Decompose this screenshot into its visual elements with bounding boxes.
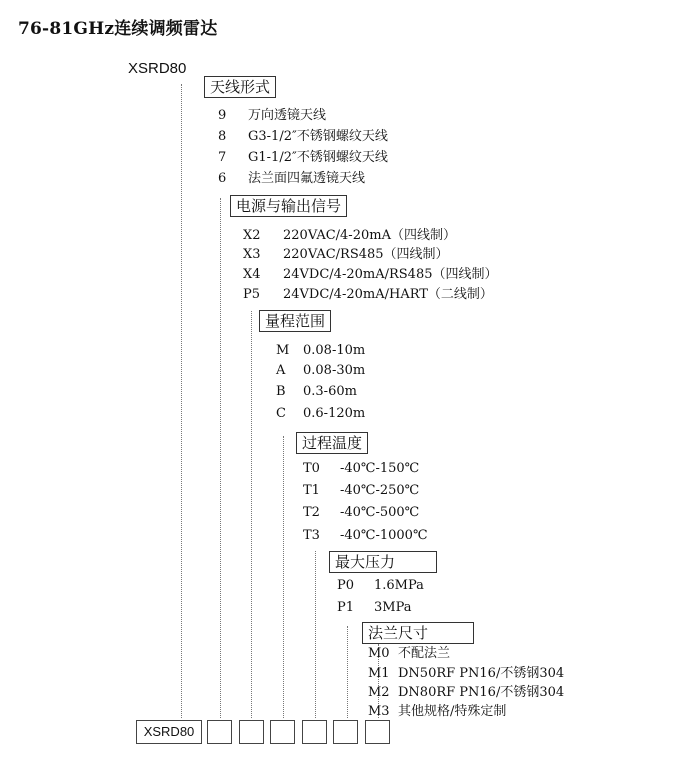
option-code: 6 <box>218 171 227 186</box>
option-desc: -40℃-150℃ <box>340 461 420 476</box>
option-range-m <box>276 343 365 359</box>
section-power-output-header: 电源与输出信号 <box>230 195 347 217</box>
option-desc: -40℃-500℃ <box>340 505 420 520</box>
option-desc: G3-1/2″不锈钢螺纹天线 <box>248 129 388 144</box>
option-desc: 0.08-30m <box>303 363 366 378</box>
option-flange-m0 <box>368 646 450 662</box>
guide-line-temp <box>315 551 316 718</box>
select-box-max-pressure[interactable] <box>333 720 358 744</box>
select-box-power-output[interactable] <box>239 720 264 744</box>
option-desc: 万向透镜天线 <box>248 108 327 123</box>
option-desc: 法兰面四氟透镜天线 <box>248 171 366 186</box>
option-code: M <box>276 343 290 358</box>
guide-line-range <box>283 436 284 718</box>
option-desc: 1.6MPa <box>374 578 424 593</box>
option-code: C <box>276 406 286 421</box>
option-code: 9 <box>218 108 227 123</box>
option-code: B <box>276 384 286 399</box>
option-desc: 24VDC/4-20mA/RS485（四线制） <box>283 267 498 282</box>
option-range-c <box>276 406 365 422</box>
option-code: X3 <box>243 247 261 262</box>
option-desc: DN80RF PN16/不锈钢304 <box>398 685 565 700</box>
option-code: M3 <box>368 704 390 719</box>
guide-line-power <box>251 311 252 718</box>
select-box-antenna[interactable] <box>207 720 232 744</box>
option-desc: 24VDC/4-20mA/HART（二线制） <box>283 287 493 302</box>
option-pressure-p0 <box>337 578 424 594</box>
option-code: P5 <box>243 287 261 302</box>
option-code: T3 <box>303 528 320 543</box>
model-code-box: XSRD80 <box>136 720 202 744</box>
option-power-x4 <box>243 267 498 283</box>
option-code: P1 <box>337 600 355 615</box>
option-antenna-7 <box>218 150 388 166</box>
section-max-pressure-header: 最大压力 <box>329 551 437 573</box>
guide-line-pressure <box>347 626 348 718</box>
option-desc: 220VAC/RS485（四线制） <box>283 247 449 262</box>
option-flange-m2 <box>368 685 564 701</box>
option-desc: 220VAC/4-20mA（四线制） <box>283 228 456 243</box>
option-power-x3 <box>243 247 449 263</box>
option-desc: 3MPa <box>374 600 412 615</box>
option-pressure-p1 <box>337 600 412 616</box>
option-range-a <box>276 363 365 379</box>
option-code: X2 <box>243 228 261 243</box>
option-code: 7 <box>218 150 227 165</box>
option-desc: G1-1/2″不锈钢螺纹天线 <box>248 150 388 165</box>
model-label: XSRD80 <box>128 60 187 77</box>
option-desc: 0.6-120m <box>303 406 366 421</box>
option-temp-t1 <box>303 483 419 499</box>
option-code: T1 <box>303 483 320 498</box>
option-flange-m3 <box>368 704 506 720</box>
option-code: T2 <box>303 505 320 520</box>
page-title: 76-81GHz连续调频雷达 <box>18 19 218 39</box>
option-code: M0 <box>368 646 390 661</box>
section-range-header: 量程范围 <box>259 310 331 332</box>
option-temp-t3 <box>303 528 428 544</box>
option-desc: -40℃-250℃ <box>340 483 420 498</box>
option-code: 8 <box>218 129 227 144</box>
option-desc: 0.3-60m <box>303 384 357 399</box>
option-code: M1 <box>368 666 390 681</box>
option-desc: 0.08-10m <box>303 343 366 358</box>
guide-line-antenna <box>220 198 221 718</box>
option-code: A <box>276 363 286 378</box>
guide-line-model <box>181 84 182 718</box>
option-desc: DN50RF PN16/不锈钢304 <box>398 666 565 681</box>
option-code: P0 <box>337 578 355 593</box>
select-box-range[interactable] <box>270 720 295 744</box>
select-box-process-temp[interactable] <box>302 720 327 744</box>
option-temp-t0 <box>303 461 419 477</box>
option-power-p5 <box>243 287 493 303</box>
option-code: M2 <box>368 685 390 700</box>
option-desc: -40℃-1000℃ <box>340 528 428 543</box>
section-antenna-header: 天线形式 <box>204 76 276 98</box>
option-code: X4 <box>243 267 261 282</box>
option-power-x2 <box>243 228 456 244</box>
select-box-flange-size[interactable] <box>365 720 390 744</box>
option-desc: 不配法兰 <box>398 646 451 661</box>
option-antenna-6 <box>218 171 365 187</box>
option-antenna-9 <box>218 108 326 124</box>
option-desc: 其他规格/特殊定制 <box>398 704 507 719</box>
option-temp-t2 <box>303 505 419 521</box>
section-process-temp-header: 过程温度 <box>296 432 368 454</box>
section-flange-size-header: 法兰尺寸 <box>362 622 474 644</box>
option-range-b <box>276 384 357 400</box>
option-flange-m1 <box>368 666 564 682</box>
option-antenna-8 <box>218 129 388 145</box>
option-code: T0 <box>303 461 320 476</box>
